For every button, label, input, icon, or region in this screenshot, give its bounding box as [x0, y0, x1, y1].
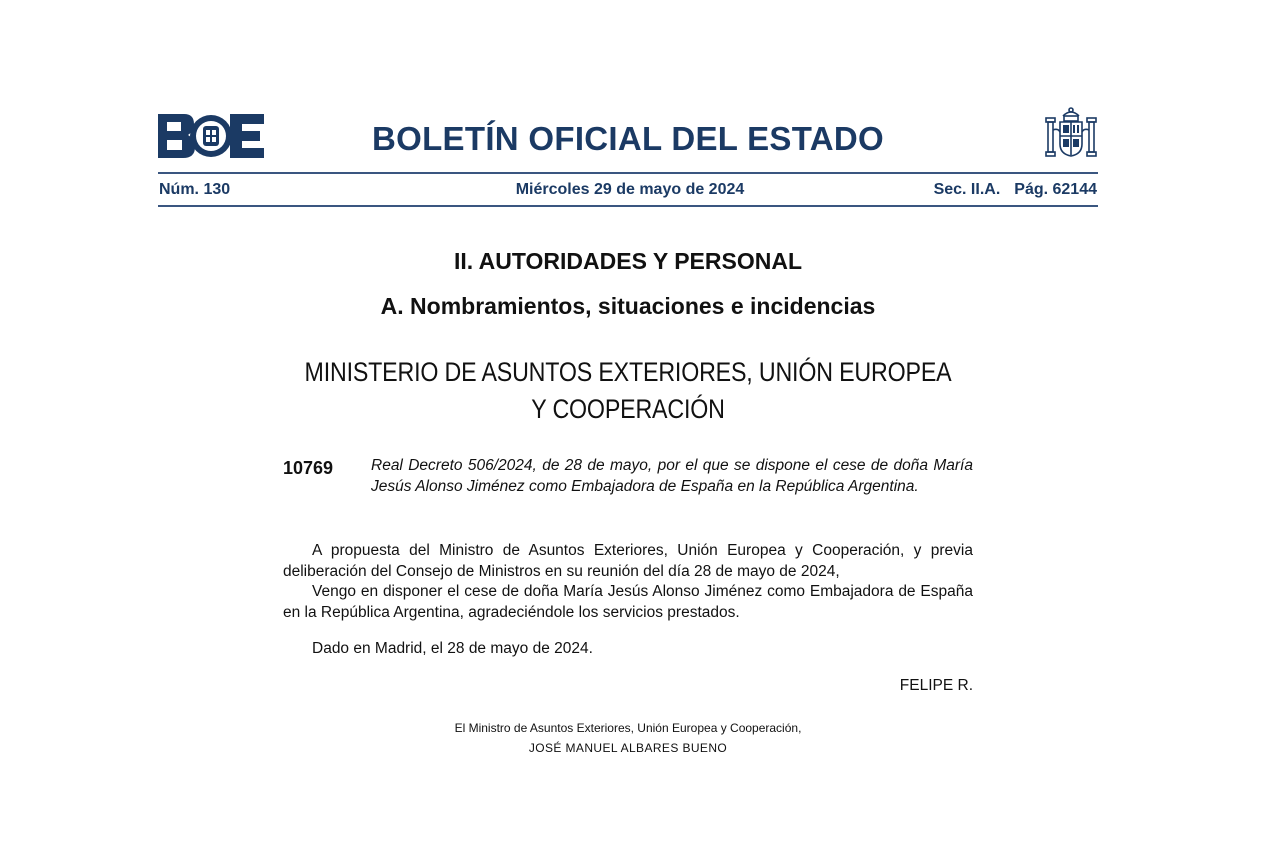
section-title: II. AUTORIDADES Y PERSONAL [453, 248, 803, 274]
decree-title: Real Decreto 506/2024, de 28 de mayo, por el que se dispone el cese de doña María Jesús Alonso Jiménez como Embajadora de España en la República Argentina. [371, 457, 973, 495]
minister-role: El Ministro de Asuntos Exteriores, Unión Europea y Cooperación, [454, 721, 802, 735]
header-rule-top [158, 172, 1098, 174]
dated-line: Dado en Madrid, el 28 de mayo de 2024. [312, 640, 593, 657]
entry-number: 10769 [283, 458, 334, 478]
issue-number: Núm. 130 [159, 181, 231, 198]
issue-date: Miércoles 29 de mayo de 2024 [515, 181, 745, 198]
decree-body [283, 541, 973, 623]
page-number: Pág. 62144 [1014, 181, 1097, 198]
ministry-line-1: MINISTERIO DE ASUNTOS EXTERIORES, UNIÓN EUROPEA [304, 357, 952, 387]
section-code: Sec. II.A. [933, 181, 1001, 198]
section-subtitle: A. Nombramientos, situaciones e incidencias [380, 293, 876, 319]
minister-name: JOSÉ MANUEL ALBARES BUENO [528, 741, 728, 755]
body-paragraph-2: Vengo en disponer el cese de doña María Jesús Alonso Jiménez como Embajadora de España en la República Argentina, agradeciéndole los servicios prestados. [283, 583, 973, 621]
coat-of-arms-icon [1044, 106, 1098, 162]
king-signature: FELIPE R. [899, 677, 973, 694]
header-rule-bottom [158, 205, 1098, 207]
ministry-line-2: Y COOPERACIÓN [531, 394, 725, 424]
section-page-info [934, 181, 1097, 199]
boe-logo [158, 114, 264, 158]
body-paragraph-1: A propuesta del Ministro de Asuntos Exteriores, Unión Europea y Cooperación, y previa deliberación del Consejo de Ministros en su reunión del día 28 de mayo de 2024, [283, 542, 973, 580]
ministry-heading [294, 354, 961, 428]
gazette-title: BOLETÍN OFICIAL DEL ESTADO [372, 120, 884, 157]
